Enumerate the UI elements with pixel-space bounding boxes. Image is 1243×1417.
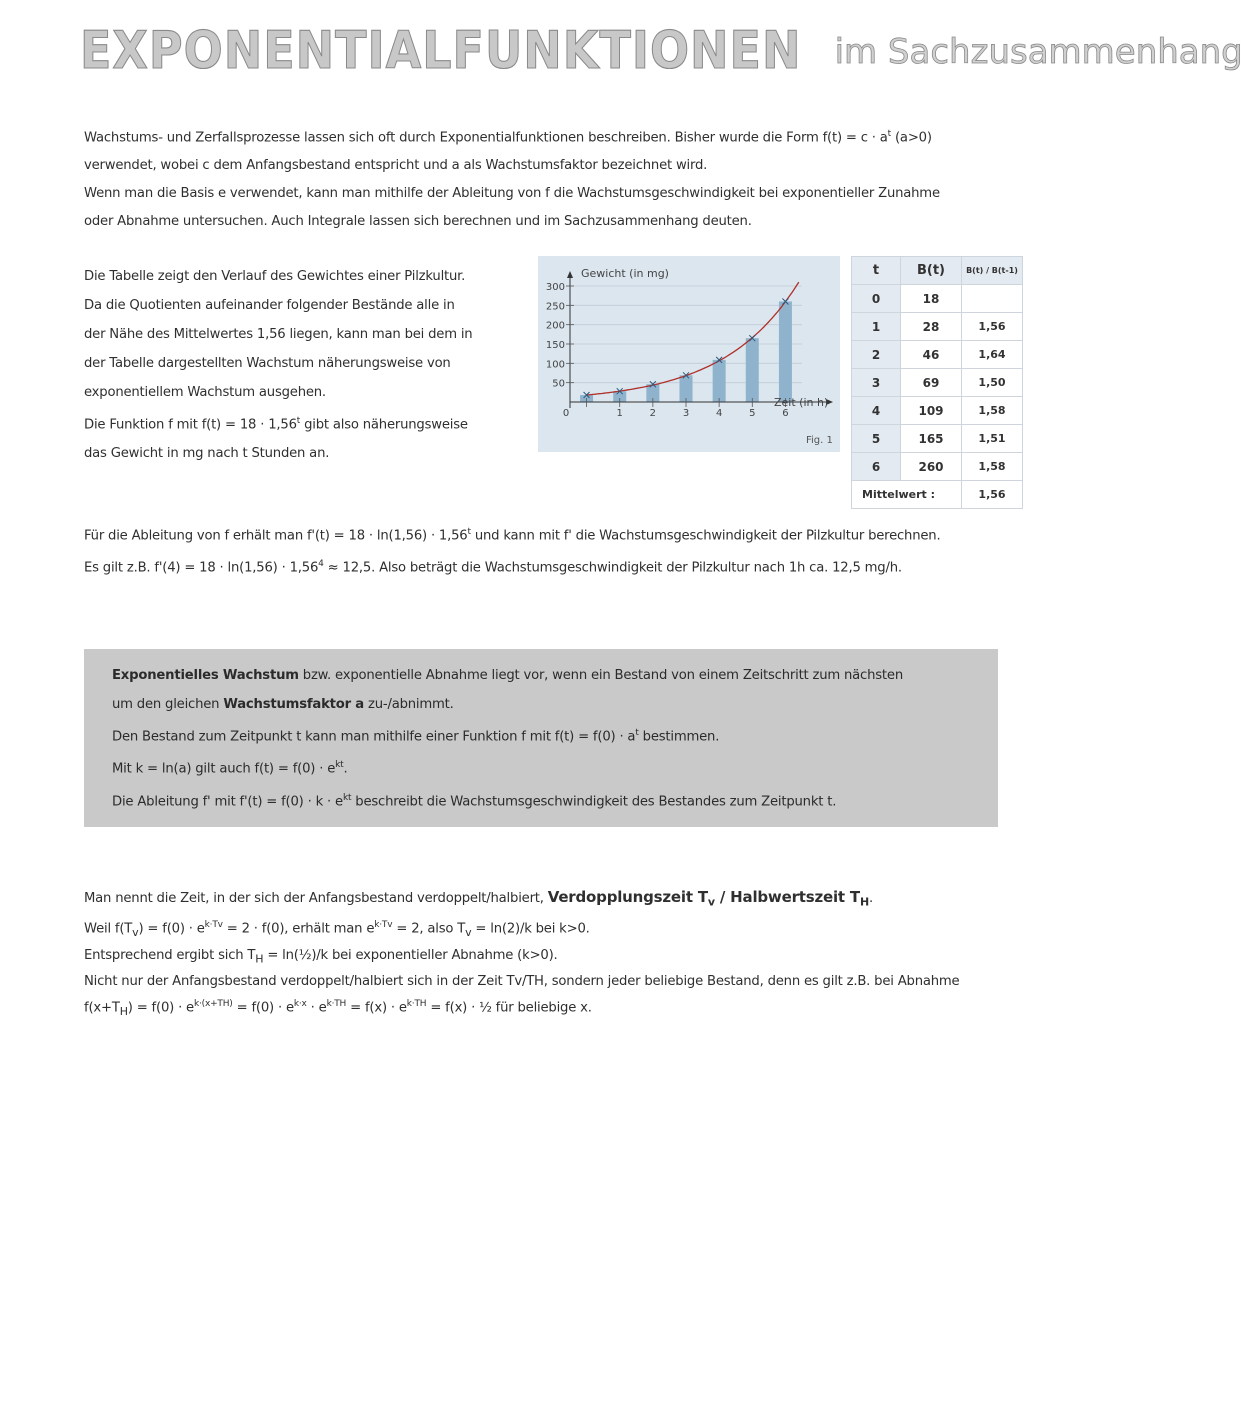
x-tick-label: 2: [649, 408, 657, 419]
table-header-cell: B(t): [901, 257, 962, 285]
table-cell: 1: [852, 313, 901, 341]
intro-line: oder Abnahme untersuchen. Auch Integrale lassen sich berechnen und im Sachzusammenhang deuten.: [84, 214, 752, 230]
figure-caption: Fig. 1: [806, 435, 833, 446]
table-cell: 5: [852, 425, 901, 453]
chart-canvas: [538, 256, 840, 452]
text-line: der Tabelle dargestellten Wachstum näherungsweise von: [84, 356, 451, 371]
definition-line: Exponentielles Wachstum bzw. exponentielle Abnahme liegt vor, wenn ein Bestand von einem Zeitschritt zum nächsten: [112, 668, 903, 683]
table-header-cell: t: [852, 257, 901, 285]
table-cell: 6: [852, 453, 901, 481]
y-tick-label: 100: [545, 359, 565, 371]
table-cell: 1,58: [962, 453, 1023, 481]
text-line: der Nähe des Mittelwertes 1,56 liegen, kann man bei dem in: [84, 327, 473, 342]
table-cell: 1,58: [962, 397, 1023, 425]
table-cell: 3: [852, 369, 901, 397]
table-header-cell: B(t) / B(t-1): [962, 257, 1023, 285]
table-cell: 4: [852, 397, 901, 425]
x-tick-label: 1: [616, 408, 623, 419]
intro-line: Wenn man die Basis e verwendet, kann man mithilfe der Ableitung von f die Wachstumsgeschwindigkeit bei exponentieller Zunahme: [84, 186, 940, 202]
text-line: Für die Ableitung von f erhält man $f'(t) = 18 \cdot \ln(1,56) \cdot 1,56^t$ und kann mit f' die Wachstumsgeschwindigkeit der Pilzkultur berechnen.: [84, 527, 941, 544]
y-tick-label: 300: [545, 282, 565, 293]
text-line: Da die Quotienten aufeinander folgender Bestände alle in: [84, 298, 455, 313]
table-row: [852, 425, 1023, 453]
text-line: Es gilt z.B. $f'(4) = 18 \cdot \ln(1,56) \cdot 1,56^4 \approx 12,5$. Also beträgt die Wachstumsgeschwindigkeit der Pilzkultur nach 1h ca. 12,5 mg/h.: [84, 559, 902, 576]
x-tick-label: 5: [749, 408, 756, 419]
table-cell: 28: [901, 313, 962, 341]
y-axis-label: Gewicht (in mg): [581, 267, 669, 280]
halflife-paragraph: [84, 886, 1044, 1023]
text-line: das Gewicht in mg nach t Stunden an.: [84, 446, 330, 462]
text-line: Entsprechend ergibt sich $T_H$ = ln(½)/k bei exponentieller Abnahme (k>0).: [84, 947, 558, 966]
table-row: [852, 313, 1023, 341]
table-row: [852, 397, 1023, 425]
growth-curve: [587, 282, 799, 395]
table-row: [852, 285, 1023, 313]
definition-line: Die Ableitung f' mit $f'(t) = f(0) \cdot k \cdot e^{kt}$ beschreibt die Wachstumsgeschwindigkeit des Bestandes zum Zeitpunkt t.: [112, 792, 837, 810]
y-tick-label: 50: [552, 378, 565, 390]
table-cell: 1,51: [962, 425, 1023, 453]
table-cell: 2: [852, 341, 901, 369]
table-cell: 109: [901, 397, 962, 425]
x-tick-label: 0: [562, 408, 570, 419]
text-line: Die Funktion f mit $f(t) = 18 \cdot 1,56^t$ gibt also näherungsweise: [84, 416, 468, 433]
chart-bar: [746, 338, 759, 402]
table-cell: 0: [852, 285, 901, 313]
y-tick-label: 150: [545, 340, 565, 351]
x-axis-label: Zeit (in h): [774, 396, 829, 409]
table-cell: 1,64: [962, 341, 1023, 369]
table-cell: [962, 285, 1023, 313]
definition-line: Den Bestand zum Zeitpunkt t kann man mithilfe einer Funktion f mit $f(t) = f(0) \cdot a^t$ bestimmen.: [112, 728, 720, 745]
definition-line: Mit k = ln(a) gilt auch $f(t) = f(0) \cdot e^{kt}$.: [112, 760, 348, 777]
text-line: Die Tabelle zeigt den Verlauf des Gewichtes einer Pilzkultur.: [84, 269, 466, 284]
table-cell: 260: [901, 453, 962, 481]
table-cell: 165: [901, 425, 962, 453]
y-axis-arrow: [567, 271, 573, 278]
table-row: [852, 369, 1023, 397]
text-line: Weil $f(T_v) = f(0) \cdot e^{k\cdot Tv} = 2 \cdot f(0)$, erhält man $e^{k\cdot Tv} = 2$, also $T_v = \ln(2)/k$ bei k>0.: [84, 919, 590, 939]
chart-bar: [779, 301, 792, 402]
text-line: $f(x+T_H) = f(0) \cdot e^{k\cdot(x+TH)} = f(0) \cdot e^{k\cdot x} \cdot e^{k\cdot TH} = f(x) \cdot e^{k\cdot TH} = f(x)$ · ½ für beliebige x.: [84, 999, 592, 1019]
table-explanation: [84, 262, 524, 468]
definition-line: um den gleichen Wachstumsfaktor a zu-/abnimmt.: [112, 697, 454, 712]
chart-bar: [680, 375, 693, 402]
table-mean-row: [852, 481, 1023, 509]
intro-line: Wachstums- und Zerfallsprozesse lassen sich oft durch Exponentialfunktionen beschreiben. Bisher wurde die Form $f(t) = c \cdot a^t$ (a>0): [84, 129, 932, 146]
intro-line: verwendet, wobei c dem Anfangsbestand entspricht und a als Wachstumsfaktor bezeichnet wird.: [84, 158, 708, 174]
intro-paragraph: [84, 120, 1024, 236]
table-cell: 18: [901, 285, 962, 313]
x-tick-label: 3: [682, 408, 690, 419]
table-cell: 46: [901, 341, 962, 369]
table-row: [852, 453, 1023, 481]
y-tick-label: 250: [545, 301, 565, 313]
table-cell: 1,50: [962, 369, 1023, 397]
table-cell: 1,56: [962, 313, 1023, 341]
growth-chart: [538, 256, 840, 452]
mean-label: Mittelwert :: [852, 481, 962, 509]
x-tick-label: 4: [715, 408, 723, 419]
text-line: Nicht nur der Anfangsbestand verdoppelt/halbiert sich in der Zeit Tv/TH, sondern jeder beliebige Bestand, denn es gilt z.B. bei Abnahme: [84, 974, 960, 990]
text-line: exponentiellem Wachstum ausgehen.: [84, 385, 326, 400]
derivative-paragraph: [84, 518, 1044, 583]
mean-value: 1,56: [962, 481, 1023, 509]
title-main: EXPONENTIALFUNKTIONEN: [80, 20, 802, 81]
growth-table: [851, 256, 1023, 509]
page-title: [80, 20, 1243, 81]
y-tick-label: 200: [545, 320, 565, 332]
x-tick-label: 6: [782, 408, 789, 419]
chart-bar: [713, 360, 726, 402]
text-line: Man nennt die Zeit, in der sich der Anfangsbestand verdoppelt/halbiert, Verdopplungszeit $T_v$ / Halbwertszeit $T_H$.: [84, 888, 873, 909]
title-sub: im Sachzusammenhang: [834, 32, 1243, 72]
table-row: [852, 341, 1023, 369]
table-cell: 69: [901, 369, 962, 397]
table-header-row: [852, 257, 1023, 285]
definition-box: [84, 649, 998, 827]
